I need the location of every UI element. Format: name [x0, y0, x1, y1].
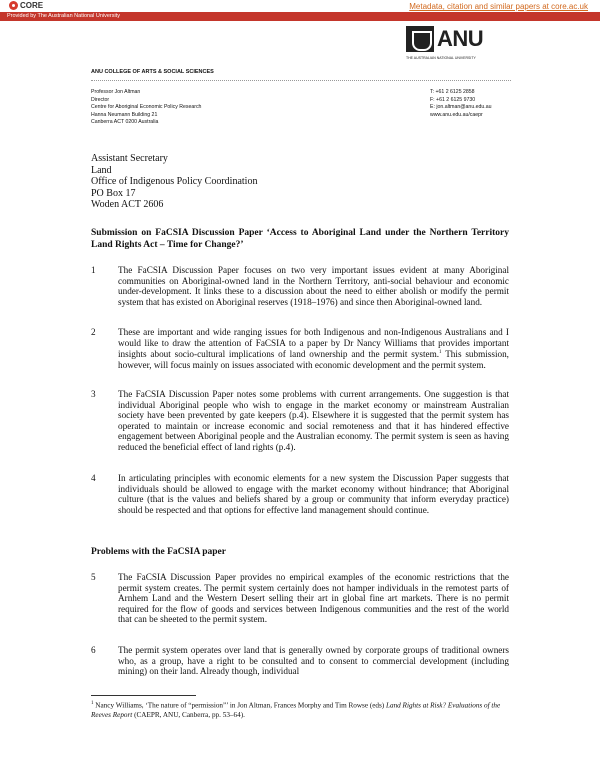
sender-line: Centre for Aboriginal Economic Policy Research	[91, 104, 202, 110]
anu-logo-subtitle: THE AUSTRALIAN NATIONAL UNIVERSITY	[406, 56, 476, 60]
contact-block	[430, 89, 492, 119]
paragraph-text: The FaCSIA Discussion Paper provides no empirical examples of the economic restrictions that the permit system creates. The permit system certainly does not hamper individuals in the remotest parts of Arnhem Land and the Western Desert selling their art in global fine art markets. There is no permit required for the flow of goods and services between Indigenous communities and the rest of the world that can be sheeted to the permit system.	[118, 572, 509, 624]
core-logo[interactable]	[9, 1, 43, 10]
paragraph-1	[91, 265, 509, 307]
core-logo-text: CORE	[20, 1, 44, 10]
dotted-divider	[91, 80, 511, 81]
address-line: Woden ACT 2606	[91, 199, 164, 210]
contact-email[interactable]: E: jon.altman@anu.edu.au	[430, 104, 492, 110]
paragraph-3	[91, 389, 509, 452]
footnote-ref[interactable]: 1	[439, 350, 442, 355]
paragraph-number: 5	[91, 572, 96, 582]
paragraph-text: The permit system operates over land that is generally owned by corporate groups of traditional owners who, as a group, have a right to be consulted and to consent to commercial development (including mining) on their land. Already though, individual	[118, 645, 509, 676]
sender-line: Director	[91, 96, 110, 103]
paragraph-number: 4	[91, 473, 96, 483]
contact-phone: T: +61 2 6125 2858	[430, 89, 475, 95]
provided-by-text[interactable]: Provided by The Australian National University	[7, 13, 121, 19]
address-line: Office of Indigenous Policy Coordination	[91, 176, 258, 187]
contact-website[interactable]: www.anu.edu.au/caepr	[430, 111, 483, 118]
anu-logo-text: ANU	[437, 26, 484, 51]
sender-line: Hanna Neumann Building 21	[91, 111, 158, 118]
paragraph-text-part: These are important and wide ranging issues for both Indigenous and non-Indigenous Australians and I would like to draw the attention of FaCSIA to a paper by Dr Nancy Williams that provides important insights about socio-cultural implications of land ownership and the permit system.	[118, 327, 509, 360]
footnote-title: Land Rights at Risk? Evaluations of the Reeves Report	[91, 701, 501, 720]
sender-block	[91, 89, 201, 127]
core-header	[0, 0, 600, 12]
paragraph-text-part: This submission, however, will focus mainly on issues associated with economic development and the permit system.	[118, 349, 509, 370]
section-heading: Problems with the FaCSIA paper	[91, 547, 226, 557]
anu-logo	[406, 26, 496, 64]
address-line: Land	[91, 164, 112, 176]
footnote-number: 1	[91, 701, 94, 706]
footnote	[91, 699, 509, 720]
recipient-address	[91, 153, 257, 211]
paragraph-2	[91, 327, 509, 370]
sender-line: Professor Jon Altman	[91, 89, 141, 95]
provided-by-bar	[0, 12, 600, 21]
paragraph-text	[118, 327, 509, 370]
address-line: PO Box 17	[91, 187, 136, 199]
paragraph-5	[91, 572, 509, 625]
paragraph-6	[91, 645, 509, 677]
subject-heading: Submission on FaCSIA Discussion Paper ‘Access to Aboriginal Land under the Northern Territory Land Rights Act – Time for Change?’	[91, 228, 509, 250]
paragraph-number: 2	[91, 327, 96, 337]
contact-fax: F: +61 2 6125 9730	[430, 96, 476, 103]
paragraph-text: The FaCSIA Discussion Paper notes some problems with current arrangements. One suggestion is that individual Aboriginal people who wish to engage in the market economy or mainstream Australian society have been prevented by gate keepers (p.4). Elsewhere it is suggested that the permit system has operated to maintain or increase economic and social remoteness and that it has hindered effective engagement between Aboriginal people and the Australian economy. The permit system is seen as having reduced the beneficial effect of land rights (p.4).	[118, 389, 509, 452]
sender-line: Canberra ACT 0200 Australia	[91, 119, 159, 125]
footnote-divider	[91, 695, 196, 696]
paragraph-number: 3	[91, 389, 96, 399]
address-line: Assistant Secretary	[91, 153, 168, 164]
anu-crest-icon	[406, 26, 434, 52]
core-metadata-link[interactable]: Metadata, citation and similar papers at core.ac.uk	[409, 2, 588, 11]
paragraph-4	[91, 473, 509, 515]
paragraph-number: 6	[91, 645, 96, 655]
footnote-text: (CAEPR, ANU, Canberra, pp. 53–64).	[132, 711, 245, 720]
college-name: ANU COLLEGE OF ARTS & SOCIAL SCIENCES	[91, 69, 214, 75]
core-logo-icon	[9, 1, 18, 10]
footnote-text: Nancy Williams, ‘The nature of “permission”’ in Jon Altman, Frances Morphy and Tim Rowse (eds)	[93, 701, 386, 710]
paragraph-text: In articulating principles with economic elements for a new system the Discussion Paper suggests that individuals should be allowed to engage with the market economy without hindrance; that Aboriginal culture (that is the values and beliefs shared by a group or community that inform everyday practice) should be respected and that options for effective land management should continue.	[118, 473, 509, 515]
paragraph-number: 1	[91, 265, 96, 275]
paragraph-text: The FaCSIA Discussion Paper focuses on two very important issues evident at many Aboriginal communities on Aboriginal-owned land in the Northern Territory, anti-social behaviour and economic under-development. It links these to a discussion about the need to either abolish or modify the permit system that has existed on Aboriginal reserves (1918–1976) and since then Aboriginal-owned land.	[118, 265, 509, 307]
